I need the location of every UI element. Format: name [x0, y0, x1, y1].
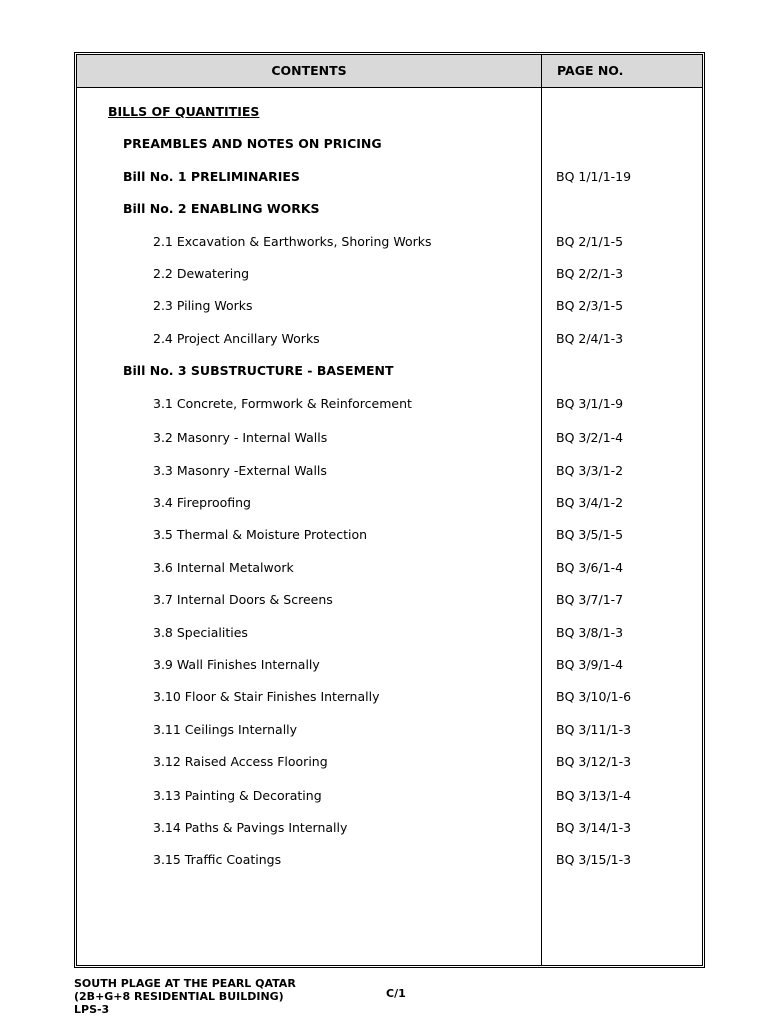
item-label: 3.2 Masonry - Internal Walls	[153, 430, 328, 445]
page-ref: BQ 3/10/1-6	[556, 689, 632, 704]
contents-table-inner	[76, 54, 703, 966]
section-heading: BILLS OF QUANTITIES	[108, 104, 260, 119]
list-item	[77, 429, 702, 447]
footer-page-code: C/1	[386, 987, 406, 1000]
list-item	[77, 200, 702, 218]
item-label: 3.9 Wall Finishes Internally	[153, 657, 320, 672]
list-item	[77, 494, 702, 512]
contents-rows	[77, 55, 702, 965]
page-ref: BQ 3/12/1-3	[556, 754, 632, 769]
page-ref: BQ 3/1/1-9	[556, 396, 624, 411]
page-ref: BQ 1/1/1-19	[556, 169, 632, 184]
list-item	[77, 395, 702, 413]
item-label: 3.5 Thermal & Moisture Protection	[153, 527, 368, 542]
page-no-column-header: PAGE NO.	[557, 63, 624, 78]
page-ref: BQ 3/11/1-3	[556, 722, 632, 737]
item-label: 3.8 Specialities	[153, 625, 248, 640]
item-label: 3.1 Concrete, Formwork & Reinforcement	[153, 396, 412, 411]
page-ref: BQ 3/9/1-4	[556, 657, 624, 672]
bill-heading: Bill No. 2 ENABLING WORKS	[123, 201, 320, 216]
list-item	[77, 787, 702, 805]
page-ref: BQ 3/2/1-4	[556, 430, 624, 445]
footer-project-name: SOUTH PLAGE AT THE PEARL QATAR	[74, 977, 296, 990]
item-label: 3.11 Ceilings Internally	[153, 722, 298, 737]
list-item	[77, 168, 702, 186]
item-label: 2.2 Dewatering	[153, 266, 250, 281]
contents-column-header: CONTENTS	[271, 63, 347, 78]
list-item	[77, 721, 702, 739]
page-ref: BQ 2/4/1-3	[556, 331, 624, 346]
bill-heading: PREAMBLES AND NOTES ON PRICING	[123, 136, 382, 151]
item-label: 3.12 Raised Access Flooring	[153, 754, 328, 769]
item-label: 3.6 Internal Metalwork	[153, 560, 294, 575]
page-ref: BQ 2/2/1-3	[556, 266, 624, 281]
list-item	[77, 688, 702, 706]
footer-building-description: (2B+G+8 RESIDENTIAL BUILDING)	[74, 990, 284, 1003]
list-item	[77, 297, 702, 315]
list-item	[77, 624, 702, 642]
item-label: 3.13 Painting & Decorating	[153, 788, 322, 803]
page-ref: BQ 2/3/1-5	[556, 298, 624, 313]
list-item	[77, 851, 702, 869]
bill-heading: Bill No. 1 PRELIMINARIES	[123, 169, 300, 184]
item-label: 3.14 Paths & Pavings Internally	[153, 820, 348, 835]
page-ref: BQ 3/8/1-3	[556, 625, 624, 640]
list-item	[77, 265, 702, 283]
list-item	[77, 656, 702, 674]
item-label: 2.4 Project Ancillary Works	[153, 331, 320, 346]
page-footer	[74, 977, 394, 1024]
page-ref: BQ 3/4/1-2	[556, 495, 624, 510]
page-ref: BQ 3/7/1-7	[556, 592, 624, 607]
list-item	[77, 559, 702, 577]
page-ref: BQ 3/13/1-4	[556, 788, 632, 803]
list-item	[77, 526, 702, 544]
item-label: 3.4 Fireproofing	[153, 495, 251, 510]
item-label: 3.7 Internal Doors & Screens	[153, 592, 333, 607]
page-ref: BQ 3/6/1-4	[556, 560, 624, 575]
page-ref: BQ 3/15/1-3	[556, 852, 632, 867]
item-label: 3.15 Traffic Coatings	[153, 852, 282, 867]
list-item	[77, 362, 702, 380]
list-item	[77, 753, 702, 771]
list-item	[77, 819, 702, 837]
page-ref: BQ 3/14/1-3	[556, 820, 632, 835]
page-ref: BQ 3/5/1-5	[556, 527, 624, 542]
list-item	[77, 462, 702, 480]
item-label: 3.3 Masonry -External Walls	[153, 463, 327, 478]
list-item	[77, 233, 702, 251]
list-item	[77, 103, 702, 121]
item-label: 2.1 Excavation & Earthworks, Shoring Works	[153, 234, 432, 249]
footer-package-code: LPS-3	[74, 1003, 110, 1016]
page-ref: BQ 3/3/1-2	[556, 463, 624, 478]
list-item	[77, 330, 702, 348]
item-label: 2.3 Piling Works	[153, 298, 253, 313]
contents-table	[74, 52, 705, 968]
list-item	[77, 135, 702, 153]
bill-heading: Bill No. 3 SUBSTRUCTURE - BASEMENT	[123, 363, 394, 378]
item-label: 3.10 Floor & Stair Finishes Internally	[153, 689, 380, 704]
list-item	[77, 591, 702, 609]
page-ref: BQ 2/1/1-5	[556, 234, 624, 249]
